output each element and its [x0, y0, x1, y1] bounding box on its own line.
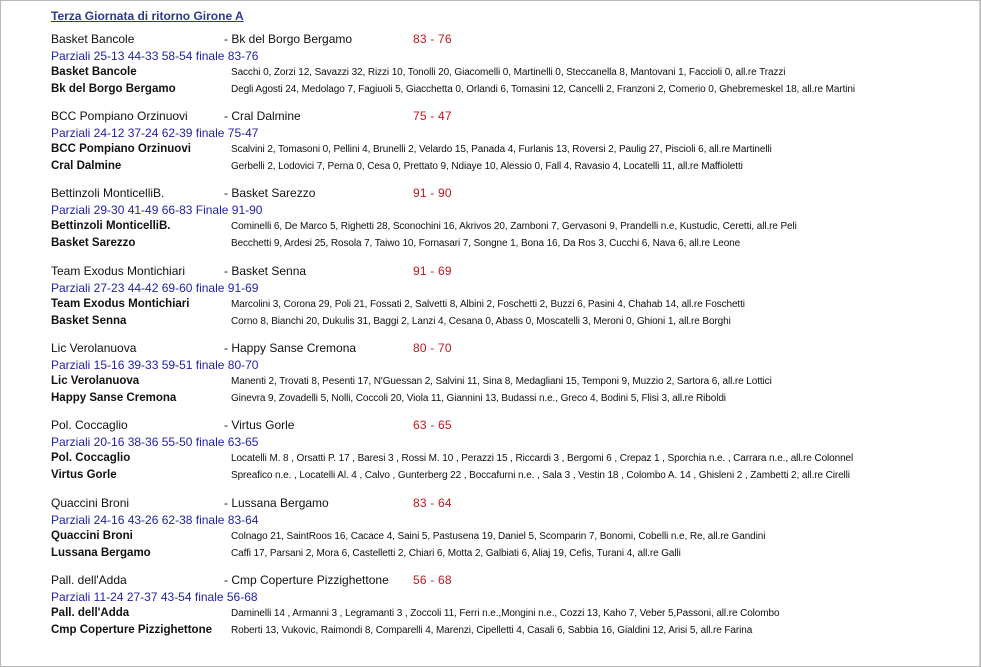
final-score: 80 - 70	[413, 341, 452, 355]
final-score: 91 - 90	[413, 186, 452, 200]
game-block	[0, 264, 980, 334]
away-roster-players: Becchetti 9, Ardesi 25, Rosola 7, Taiwo 10, Fornasari 7, Songne 1, Bona 16, Da Ros 3, Cucchi 6, Nava 6, all.re Leone	[231, 238, 741, 249]
home-roster-team: Bettinzoli MonticelliB.	[51, 220, 171, 232]
game-block	[0, 32, 980, 102]
game-block	[0, 418, 980, 488]
home-roster-players: Sacchi 0, Zorzi 12, Savazzi 32, Rizzi 10, Tonolli 20, Giacomelli 0, Martinelli 0, Steccanella 8, Mantovani 1, Faccioli 0, all.re Trazzi	[231, 67, 786, 78]
home-team-name: Quaccini Broni	[51, 496, 130, 510]
final-score: 56 - 68	[413, 573, 452, 587]
final-score: 83 - 64	[413, 496, 452, 510]
home-team-name: Bettinzoli MonticelliB.	[51, 186, 165, 200]
away-team-name: - Cmp Coperture Pizzighettone	[224, 573, 389, 587]
home-roster-team: Team Exodus Montichiari	[51, 298, 190, 310]
away-team-name: - Lussana Bergamo	[224, 496, 329, 510]
match-row	[51, 186, 751, 201]
away-roster-players: Caffi 17, Parsani 2, Mora 6, Castelletti 2, Chiari 6, Motta 2, Galbiati 6, Aliaj 19, Cefis, Turani 4, all.re Galli	[231, 548, 681, 559]
home-team-name: Basket Bancole	[51, 32, 135, 46]
away-roster-team: Lussana Bergamo	[51, 547, 151, 559]
partial-scores: Parziali 27-23 44-42 69-60 finale 91-69	[51, 281, 259, 295]
home-team-name: BCC Pompiano Orzinuovi	[51, 109, 188, 123]
away-team-name: - Basket Sarezzo	[224, 186, 316, 200]
home-roster-team: BCC Pompiano Orzinuovi	[51, 143, 191, 155]
partial-scores: Parziali 25-13 44-33 58-54 finale 83-76	[51, 49, 259, 63]
game-block	[0, 573, 980, 643]
home-roster-players: Colnago 21, SaintRoos 16, Cacace 4, Saini 5, Pastusena 19, Daniel 5, Scomparin 7, Bonomi, Cobelli n.e, Re, all.re Gandini	[231, 531, 766, 542]
partial-scores: Parziali 29-30 41-49 66-83 Finale 91-90	[51, 203, 263, 217]
home-roster-team: Pol. Coccaglio	[51, 452, 131, 464]
final-score: 83 - 76	[413, 32, 452, 46]
home-roster-players: Marcolini 3, Corona 29, Poli 21, Fossati 2, Salvetti 8, Albini 2, Foschetti 2, Buzzi 6, Pasini 4, Chahab 14, all.re Foschetti	[231, 299, 745, 310]
away-team-name: - Basket Senna	[224, 264, 307, 278]
final-score: 75 - 47	[413, 109, 452, 123]
home-roster-players: Manenti 2, Trovati 8, Pesenti 17, N'Guessan 2, Salvini 11, Sina 8, Medagliani 15, Temponi 9, Muzzio 2, Sartora 6, all.re Lottici	[231, 376, 772, 387]
away-roster-team: Basket Sarezzo	[51, 237, 136, 249]
home-team-name: Team Exodus Montichiari	[51, 264, 186, 278]
away-roster-team: Cmp Coperture Pizzighettone	[51, 624, 213, 636]
home-roster-team: Basket Bancole	[51, 66, 137, 78]
away-roster-players: Spreafico n.e. , Locatelli Al. 4 , Calvo , Gunterberg 22 , Boccafurni n.e. , Sala 3 , Vestin 18 , Colombo A. 14 , Ghisleni 2 , Zambetti 2, all.re Cirelli	[231, 470, 850, 481]
home-roster-players: Daminelli 14 , Armanni 3 , Legramanti 3 , Zoccoli 11, Ferri n.e.,Mongini n.e., Cozzi 13, Kaho 7, Veber 5,Passoni, all.re Colombo	[231, 608, 780, 619]
away-roster-players: Ginevra 9, Zovadelli 5, Nolli, Coccoli 20, Viola 11, Giannini 13, Budassi n.e., Greco 4, Bodini 5, Flisi 3, all.re Riboldi	[231, 393, 726, 404]
away-roster-team: Cral Dalmine	[51, 160, 122, 172]
away-roster-players: Gerbelli 2, Lodovici 7, Perna 0, Cesa 0, Prettato 9, Ndiaye 10, Alessio 0, Fall 4, Ravasio 4, Locatelli 11, all.re Maffioletti	[231, 161, 743, 172]
partial-scores: Parziali 11-24 27-37 43-54 finale 56-68	[51, 590, 258, 604]
home-roster-team: Lic Verolanuova	[51, 375, 140, 387]
partial-scores: Parziali 24-16 43-26 62-38 finale 83-64	[51, 513, 259, 527]
home-team-name: Pol. Coccaglio	[51, 418, 128, 432]
away-team-name: - Cral Dalmine	[224, 109, 301, 123]
page-title[interactable]: Terza Giornata di ritorno Girone A	[51, 9, 244, 23]
away-roster-team: Virtus Gorle	[51, 469, 117, 481]
match-row	[51, 418, 751, 433]
away-roster-players: Roberti 13, Vukovic, Raimondi 8, Comparelli 4, Marenzi, Cipelletti 4, Casali 6, Sabbia 16, Gialdini 12, Arisi 5, all.re Farina	[231, 625, 753, 636]
match-row	[51, 496, 751, 511]
home-roster-team: Pall. dell'Adda	[51, 607, 130, 619]
away-roster-team: Basket Senna	[51, 315, 127, 327]
partial-scores: Parziali 15-16 39-33 59-51 finale 80-70	[51, 358, 259, 372]
home-roster-team: Quaccini Broni	[51, 530, 133, 542]
game-block	[0, 109, 980, 179]
game-block	[0, 496, 980, 566]
partial-scores: Parziali 24-12 37-24 62-39 finale 75-47	[51, 126, 259, 140]
home-roster-players: Cominelli 6, De Marco 5, Righetti 28, Sconochini 16, Akrivos 20, Zamboni 7, Gervasoni 9, Prandelli n.e, Kustudic, Ceretti, all.re Peli	[231, 221, 797, 232]
away-team-name: - Happy Sanse Cremona	[224, 341, 357, 355]
away-roster-team: Bk del Borgo Bergamo	[51, 83, 176, 95]
match-row	[51, 341, 751, 356]
home-team-name: Pall. dell'Adda	[51, 573, 127, 587]
away-roster-players: Corno 8, Bianchi 20, Dukulis 31, Baggi 2, Lanzi 4, Cesana 0, Abass 0, Moscatelli 3, Meroni 0, Ghioni 1, all.re Borghi	[231, 316, 731, 327]
partial-scores: Parziali 20-16 38-36 55-50 finale 63-65	[51, 435, 259, 449]
home-roster-players: Locatelli M. 8 , Orsatti P. 17 , Baresi 3 , Rossi M. 10 , Perazzi 15 , Riccardi 3 , Bergomi 6 , Crepaz 1 , Sporchia n.e. , Carrara n.e., all.re Colonnel	[231, 453, 854, 464]
home-roster-players: Scalvini 2, Tomasoni 0, Pellini 4, Brunelli 2, Velardo 15, Panada 4, Furlanis 13, Roversi 2, Paulig 27, Piscioli 6, all.re Martinelli	[231, 144, 772, 155]
game-block	[0, 341, 980, 411]
away-team-name: - Virtus Gorle	[224, 418, 295, 432]
match-row	[51, 109, 751, 124]
away-roster-team: Happy Sanse Cremona	[51, 392, 177, 404]
match-row	[51, 573, 751, 588]
game-block	[0, 186, 980, 256]
match-row	[51, 32, 751, 47]
away-team-name: - Bk del Borgo Bergamo	[224, 32, 353, 46]
home-team-name: Lic Verolanuova	[51, 341, 137, 355]
final-score: 63 - 65	[413, 418, 452, 432]
away-roster-players: Degli Agosti 24, Medolago 7, Fagiuoli 5, Giacchetta 0, Orlandi 6, Tomasini 12, Cancelli 2, Franzoni 2, Comerio 0, Ghebremeskel 18, all.re Martini	[231, 84, 855, 95]
match-row	[51, 264, 751, 279]
final-score: 91 - 69	[413, 264, 452, 278]
